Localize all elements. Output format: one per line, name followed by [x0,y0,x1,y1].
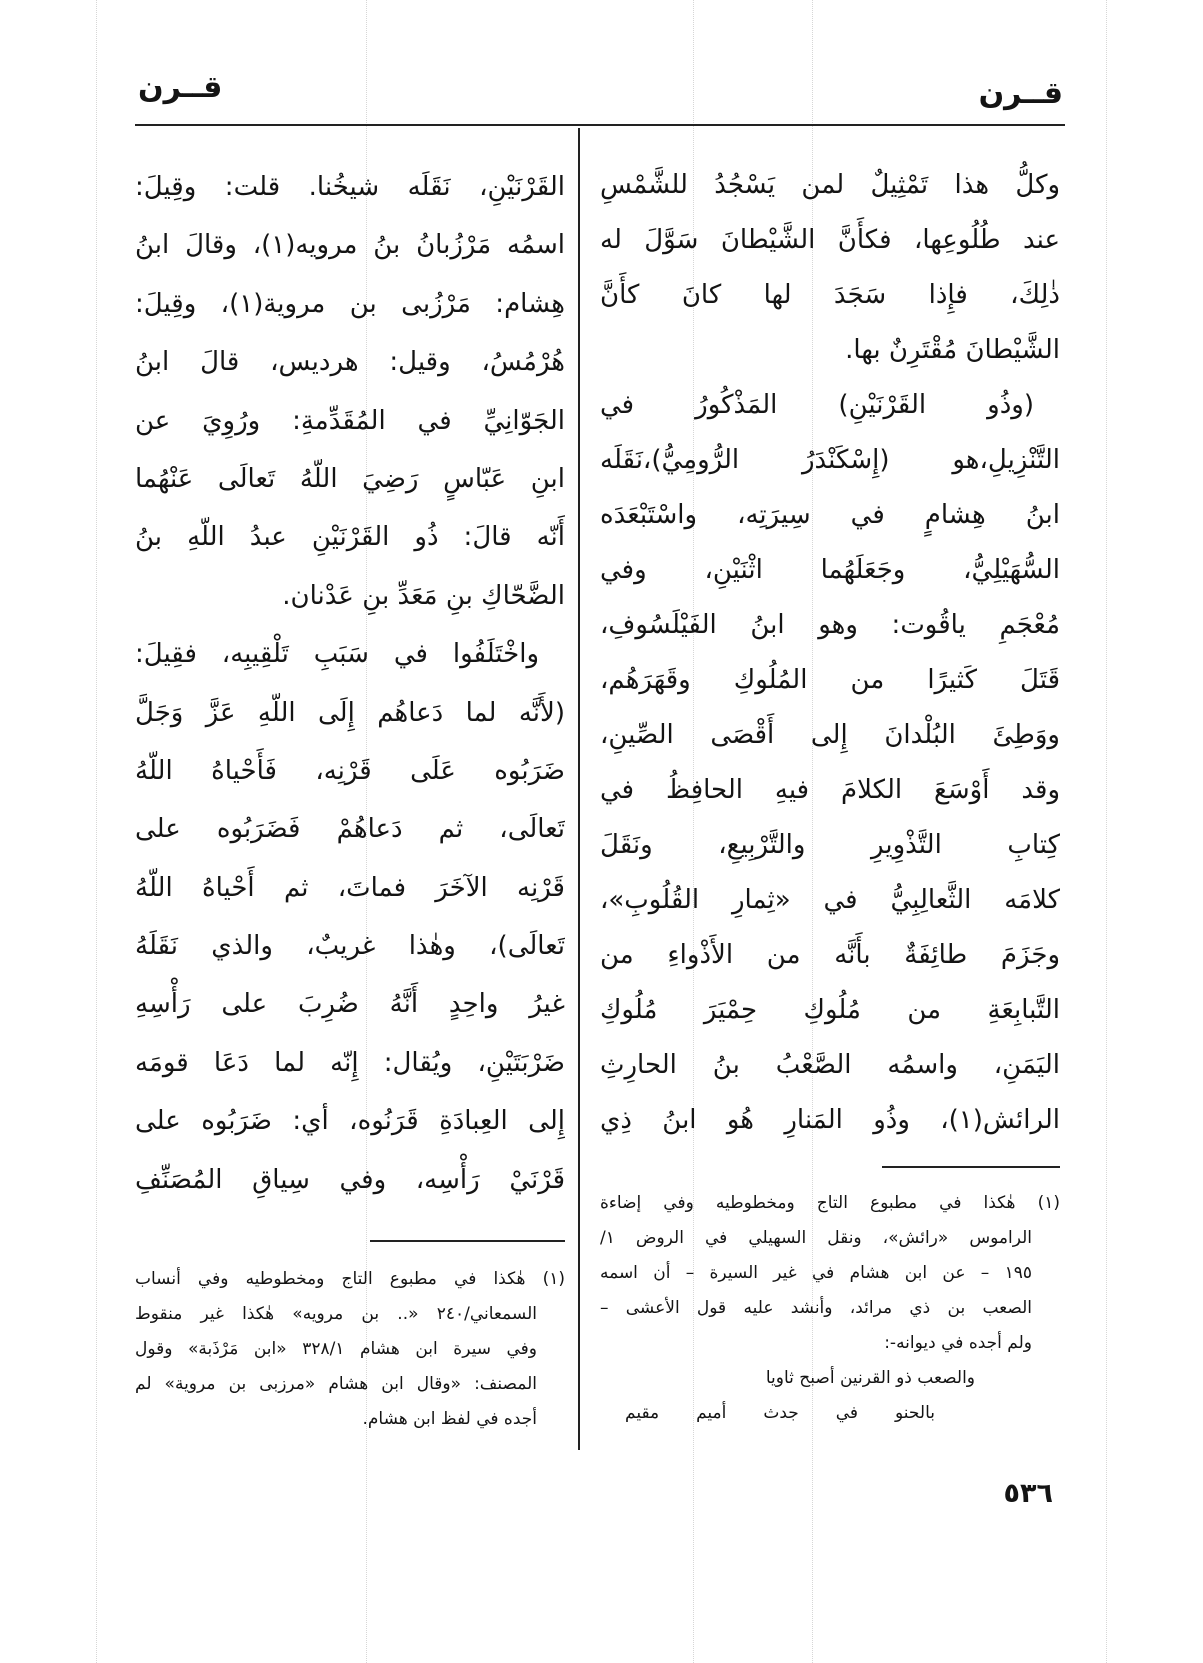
footnote-line: (١) هٰكذا في مطبوع التاج ومخطوطيه وفي أنساب [135,1269,565,1289]
text-line: ابنُ هِشامٍ في سِيرَتِه، واسْتَبْعَدَه [600,500,1060,530]
text-line: قَرْنِه الآخَرَ فماتَ، ثم أَحْياهُ اللّهُ [135,872,565,903]
text-line: تَعالَى)، وهٰذا غريبٌ، والذي نَقَلَهُ [135,931,565,962]
text-line: التَّنْزِيلِ،هو (إِسْكَنْدَرُ الرُّومِيُّ)،نَقَلَه [600,445,1060,475]
header-rule [135,124,1065,126]
text-line: كِتابِ التَّذْوِيرِ والتَّرْبِيعِ، ونَقَلَ [600,830,1060,860]
running-head-left: قــرن [138,70,223,105]
text-line: ووَطِئَ البُلْدانَ إِلى أَقْصَى الصِّينِ، [600,720,1060,750]
text-line: القَرْنَيْنِ، نَقَلَه شيخُنا. قلت: وقِيلَ: [135,172,565,202]
text-line: الرائش(١)، وذُو المَنارِ هُو ابنُ ذِي [600,1105,1060,1135]
text-line: أَنّه قالَ: ذُو القَرْنَيْنِ عبدُ اللّهِ بنُ [135,522,565,553]
footnote-rule-left [370,1240,565,1242]
text-line: وقد أَوْسَعَ الكلامَ فيهِ الحافِظُ في [600,775,1060,805]
text-line: هُرْمُسُ، وقيل: هرديس، قالَ ابنُ [135,347,565,378]
footnote-line: الصعب بن ذي مرائد، وأنشد عليه قول الأعشى – [600,1298,1032,1318]
text-line: إِلى العِبادَةِ قَرَنُوه، أي: ضَرَبُوه على [135,1106,565,1137]
footnote-line: السمعاني/٢٤٠ «.. بن مرويه» هٰكذا غير منقوط [135,1304,537,1324]
right-footnote [600,1186,1060,1431]
footnote-line: ١٩٥ – عن ابن هشام في غير السيرة – أن اسمه [600,1263,1032,1283]
text-line: تَعالَى، ثم دَعاهُمْ فَضَرَبُوه على [135,814,565,845]
text-line: ذٰلِكَ، فإِذا سَجَدَ لها كانَ كأَنَّ [600,280,1060,310]
text-line: غيرُ واحِدٍ أَنَّهُ ضُرِبَ على رَأْسِهِ [135,989,565,1020]
text-line: ضَرْبَتَيْنِ، ويُقال: إِنّه لما دَعَا قومَه [135,1047,565,1078]
text-line: قَتَلَ كَثيرًا من المُلُوكِ وقَهَرَهُم، [600,665,1060,695]
footnote-verse-line: والصعب ذو القرنين أصبح ثاويا [765,1368,975,1388]
footnote-line: المصنف: «وقال ابن هشام «مرزبى بن مروية» لم [135,1374,537,1394]
scan-artifact-line [1106,0,1107,1663]
text-line: اسمُه مَرْزُبانُ بنُ مرويه(١)، وقالَ ابنُ [135,230,565,261]
text-line: الجَوّانِيِّ في المُقَدِّمةِ: ورُوِيَ عن [135,405,565,436]
column-divider [578,128,580,1450]
footnote-line: وفي سيرة ابن هشام ٣٢٨/١ «ابن مَرْذَبة» وقول [135,1339,538,1359]
text-line: عند طُلُوعِها، فكأَنَّ الشَّيْطانَ سَوَّلَ له [600,225,1060,255]
footnote-verse-line: بالحنو في جدث أميم مقيم [625,1403,935,1423]
left-column [135,158,565,1209]
text-line: ضَرَبُوه عَلَى قَرْنِه، فَأَحْياهُ اللّهُ [135,755,565,786]
text-line: ابنِ عَبّاسٍ رَضِيَ اللّهُ تَعالَى عَنْهُما [135,463,565,494]
text-line: وجَزَمَ طائِفَةٌ بأَنَّه من الأَذْواءِ من [600,940,1060,970]
scan-artifact-line [96,0,97,1663]
left-footnote [135,1262,565,1437]
running-head-right: قــرن [978,76,1063,111]
right-column [600,158,1060,1148]
text-line: مُعْجَمِ ياقُوت: وهو ابنُ الفَيْلَسُوفِ، [600,610,1060,640]
text-line: وكلُّ هذا تَمْثِيلٌ لمن يَسْجُدُ للشَّمْسِ [600,170,1060,200]
text-line: السُّهَيْلِيُّ، وجَعَلَهُما اثْنَيْنِ، وفي [600,555,1060,585]
footnote-line: الراموس «رائش»، ونقل السهيلي في الروض ١/ [600,1228,1032,1248]
text-line: التَّبابِعَةِ من مُلُوكِ حِمْيَرَ مُلُوكِ [600,995,1060,1025]
text-line: الضَّحّاكِ بنِ مَعَدِّ بنِ عَدْنان. [282,580,565,611]
text-line: كلامَه الثَّعالِبِيُّ في «ثِمارِ القُلُوبِ»، [600,885,1060,915]
text-line: واخْتَلَفُوا في سَبَبِ تَلْقِيبِه، فقِيلَ: [135,639,539,670]
text-line: اليَمَنِ، واسمُه الصَّعْبُ بنُ الحارِثِ [600,1050,1060,1080]
text-line: (وذُو القَرْنَيْنِ) المَذْكُورُ في [600,390,1034,420]
footnote-line: ولم أجده في ديوانه-: [884,1333,1032,1353]
page-number: ٥٣٦ [1003,1478,1053,1509]
text-line: قَرْنَيْ رَأْسِه، وفي سِياقِ المُصَنِّفِ [135,1164,565,1195]
footnote-line: (١) هٰكذا في مطبوع التاج ومخطوطيه وفي إضاءة [600,1193,1060,1213]
text-line: الشَّيْطانَ مُقْتَرِنٌ بها. [845,335,1060,365]
footnote-rule-right [882,1166,1060,1168]
footnote-line: أجده في لفظ ابن هشام. [362,1409,537,1429]
text-line: هِشام: مَرْزُبى بن مروية(١)، وقِيلَ: [135,288,565,319]
text-line: (لأَنَّه لما دَعاهُم إِلَى اللّهِ عَزَّ وَجَلَّ [135,697,565,728]
